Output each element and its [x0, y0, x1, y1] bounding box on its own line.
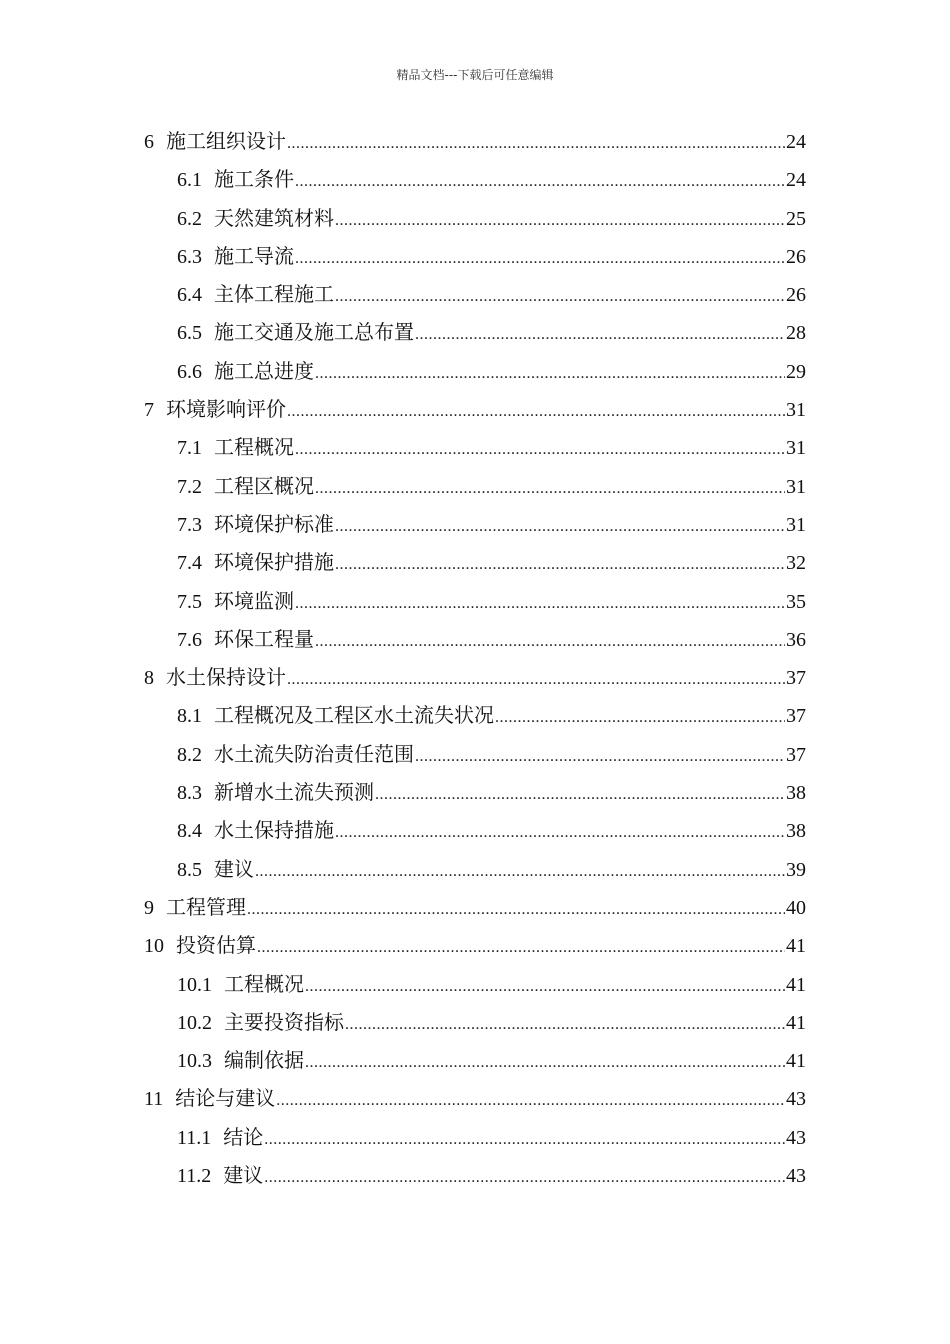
toc-section-entry[interactable] — [144, 850, 806, 888]
toc-entry-title: 环保工程量 — [214, 626, 314, 651]
toc-chapter-entry[interactable] — [144, 1079, 806, 1117]
toc-dot-leader — [335, 814, 785, 852]
toc-entry-page-number: 37 — [786, 705, 806, 728]
toc-entry-page-number: 31 — [786, 437, 806, 460]
toc-section-entry[interactable] — [144, 773, 806, 811]
toc-chapter-entry[interactable] — [144, 926, 806, 964]
toc-entry-title: 结论 — [223, 1124, 264, 1149]
toc-entry-page-number: 36 — [786, 628, 806, 651]
toc-dot-leader — [495, 699, 785, 737]
toc-entry-title: 施工条件 — [214, 167, 294, 192]
toc-dot-leader — [287, 125, 785, 163]
toc-entry-number: 7.1 — [177, 437, 202, 460]
toc-section-entry[interactable] — [144, 1041, 806, 1079]
toc-entry-title: 结论与建议 — [175, 1086, 276, 1111]
toc-entry-title: 环境保护标准 — [214, 511, 334, 536]
toc-section-entry[interactable] — [144, 505, 806, 543]
toc-dot-leader — [335, 546, 785, 584]
toc-entry-page-number: 37 — [786, 667, 806, 690]
toc-entry-number: 11 — [144, 1088, 164, 1111]
toc-entry-title: 水土保持措施 — [214, 818, 334, 843]
toc-section-entry[interactable] — [144, 313, 806, 351]
toc-entry-page-number: 29 — [786, 360, 806, 383]
toc-entry-number: 6.3 — [177, 245, 202, 268]
toc-dot-leader — [335, 508, 785, 546]
toc-section-entry[interactable] — [144, 965, 806, 1003]
toc-entry-page-number: 39 — [786, 858, 806, 881]
toc-entry-page-number: 41 — [786, 973, 806, 996]
toc-chapter-entry[interactable] — [144, 122, 806, 160]
toc-section-entry[interactable] — [144, 467, 806, 505]
toc-dot-leader — [264, 1159, 785, 1197]
toc-section-entry[interactable] — [144, 543, 806, 581]
toc-entry-number: 8.2 — [177, 743, 202, 766]
toc-entry-number: 10 — [144, 935, 164, 958]
toc-entry-number: 9 — [144, 896, 154, 919]
toc-entry-page-number: 25 — [786, 207, 806, 230]
toc-section-entry[interactable] — [144, 1118, 806, 1156]
toc-entry-page-number: 43 — [786, 1126, 806, 1149]
toc-entry-title: 投资估算 — [176, 933, 256, 958]
toc-dot-leader — [264, 1121, 785, 1159]
toc-dot-leader — [345, 1006, 785, 1044]
toc-entry-number: 8.3 — [177, 782, 202, 805]
toc-entry-page-number: 37 — [786, 743, 806, 766]
toc-entry-number: 7.6 — [177, 628, 202, 651]
toc-entry-title: 建议 — [214, 856, 254, 881]
toc-entry-page-number: 41 — [786, 1050, 806, 1073]
toc-entry-number: 10.3 — [177, 1050, 212, 1073]
toc-section-entry[interactable] — [144, 811, 806, 849]
page-header: 精品文档---下载后可任意编辑 — [396, 68, 554, 82]
toc-dot-leader — [295, 163, 785, 201]
toc-entry-page-number: 31 — [786, 475, 806, 498]
toc-entry-title: 天然建筑材料 — [214, 205, 334, 230]
toc-section-entry[interactable] — [144, 696, 806, 734]
toc-entry-number: 7.5 — [177, 590, 202, 613]
toc-dot-leader — [247, 891, 785, 929]
toc-entry-page-number: 41 — [786, 935, 806, 958]
toc-dot-leader — [315, 355, 785, 393]
toc-entry-page-number: 35 — [786, 590, 806, 613]
toc-entry-page-number: 28 — [786, 322, 806, 345]
toc-entry-page-number: 43 — [786, 1088, 806, 1111]
toc-section-entry[interactable] — [144, 1156, 806, 1194]
toc-dot-leader — [305, 1044, 785, 1082]
toc-dot-leader — [415, 738, 785, 776]
toc-entry-page-number: 38 — [786, 782, 806, 805]
toc-entry-title: 施工交通及施工总布置 — [214, 320, 414, 345]
toc-section-entry[interactable] — [144, 735, 806, 773]
toc-entry-page-number: 41 — [786, 1011, 806, 1034]
toc-chapter-entry[interactable] — [144, 390, 806, 428]
toc-entry-page-number: 26 — [786, 284, 806, 307]
toc-entry-title: 主要投资指标 — [224, 1009, 344, 1034]
toc-dot-leader — [295, 431, 785, 469]
toc-section-entry[interactable] — [144, 582, 806, 620]
toc-entry-number: 11.2 — [177, 1165, 212, 1188]
toc-entry-number: 7 — [144, 399, 154, 422]
toc-dot-leader — [315, 623, 785, 661]
toc-section-entry[interactable] — [144, 620, 806, 658]
toc-entry-title: 工程概况 — [224, 971, 304, 996]
toc-entry-page-number: 31 — [786, 513, 806, 536]
toc-entry-title: 环境影响评价 — [166, 397, 286, 422]
toc-entry-title: 施工总进度 — [214, 358, 314, 383]
toc-entry-title: 工程区概况 — [214, 473, 314, 498]
toc-entry-title: 环境监测 — [214, 588, 294, 613]
toc-entry-title: 建议 — [223, 1163, 264, 1188]
toc-dot-leader — [287, 661, 785, 699]
toc-entry-page-number: 24 — [786, 169, 806, 192]
toc-entry-number: 8 — [144, 667, 154, 690]
toc-dot-leader — [305, 968, 785, 1006]
toc-entry-number: 6.6 — [177, 360, 202, 383]
toc-dot-leader — [255, 853, 785, 891]
toc-entry-title: 编制依据 — [224, 1048, 304, 1073]
toc-section-entry[interactable] — [144, 237, 806, 275]
toc-section-entry[interactable] — [144, 160, 806, 198]
toc-entry-number: 8.4 — [177, 820, 202, 843]
toc-entry-number: 7.2 — [177, 475, 202, 498]
toc-dot-leader — [415, 316, 785, 354]
toc-entry-page-number: 24 — [786, 131, 806, 153]
toc-entry-number: 8.1 — [177, 705, 202, 728]
toc-entry-number: 6.2 — [177, 207, 202, 230]
toc-entry-number: 8.5 — [177, 858, 202, 881]
toc-dot-leader — [295, 585, 785, 623]
toc-entry-number: 6.4 — [177, 284, 202, 307]
toc-section-entry[interactable] — [144, 428, 806, 466]
toc-section-entry[interactable] — [144, 199, 806, 237]
toc-entry-number: 7.4 — [177, 552, 202, 575]
toc-dot-leader — [335, 278, 785, 316]
toc-dot-leader — [276, 1082, 785, 1120]
toc-entry-title: 工程概况及工程区水土流失状况 — [214, 703, 494, 728]
toc-entry-page-number: 38 — [786, 820, 806, 843]
toc-entry-title: 环境保护措施 — [214, 550, 334, 575]
toc-dot-leader — [315, 470, 785, 508]
toc-entry-title: 工程概况 — [214, 435, 294, 460]
toc-entry-page-number: 40 — [786, 896, 806, 919]
toc-dot-leader — [287, 393, 785, 431]
toc-section-entry[interactable] — [144, 275, 806, 313]
toc-section-entry[interactable] — [144, 352, 806, 390]
toc-entry-title: 主体工程施工 — [214, 282, 334, 307]
toc-entry-title: 水土流失防治责任范围 — [214, 741, 414, 766]
toc-entry-title: 工程管理 — [166, 894, 246, 919]
toc-entry-number: 10.1 — [177, 973, 212, 996]
toc-entry-number: 7.3 — [177, 513, 202, 536]
toc-entry-title: 施工导流 — [214, 243, 294, 268]
toc-entry-title: 水土保持设计 — [166, 665, 286, 690]
toc-entry-page-number: 32 — [786, 552, 806, 575]
toc-entry-number: 11.1 — [177, 1126, 212, 1149]
toc-dot-leader — [295, 240, 785, 278]
toc-dot-leader — [257, 929, 785, 967]
toc-dot-leader — [375, 776, 785, 814]
toc-entry-number: 6.1 — [177, 169, 202, 192]
toc-entry-number: 10.2 — [177, 1011, 212, 1034]
toc-chapter-entry[interactable] — [144, 888, 806, 926]
toc-entry-page-number: 43 — [786, 1165, 806, 1188]
toc-dot-leader — [335, 202, 785, 240]
toc-entry-number: 6 — [144, 131, 154, 153]
table-of-contents — [144, 122, 806, 1194]
toc-entry-title: 施工组织设计 — [166, 129, 286, 153]
toc-section-entry[interactable] — [144, 1003, 806, 1041]
toc-entry-page-number: 31 — [786, 399, 806, 422]
toc-entry-number: 6.5 — [177, 322, 202, 345]
toc-chapter-entry[interactable] — [144, 658, 806, 696]
toc-entry-page-number: 26 — [786, 245, 806, 268]
toc-entry-title: 新增水土流失预测 — [214, 780, 374, 805]
